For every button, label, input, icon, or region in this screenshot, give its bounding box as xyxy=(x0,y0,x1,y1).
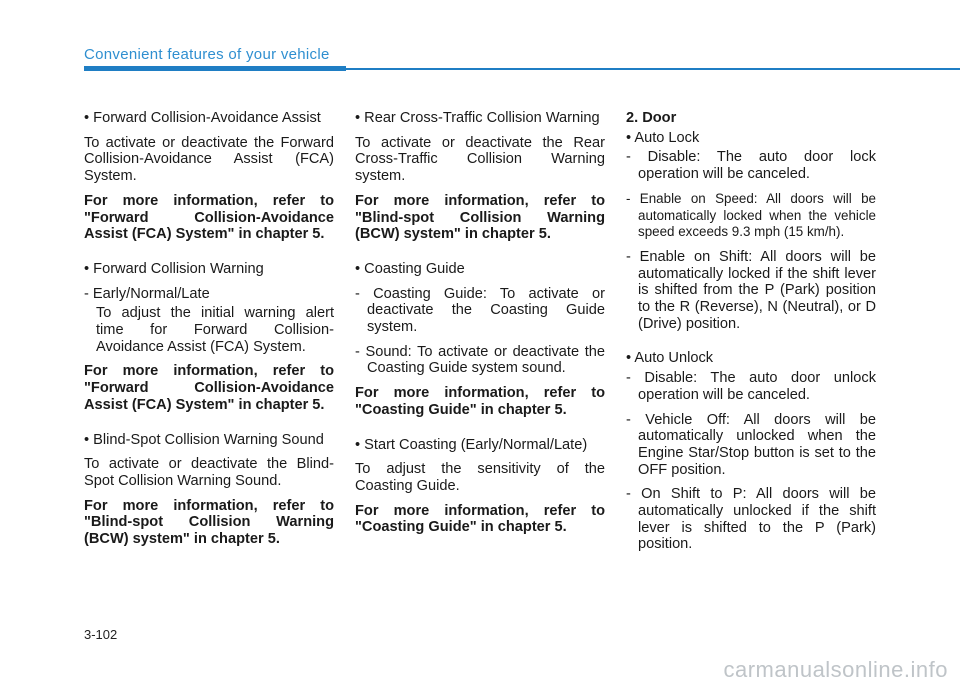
al-item-1: - Disable: The auto door lock operation will be canceled. xyxy=(626,149,876,183)
al-title: • Auto Lock xyxy=(626,129,700,146)
au-title: • Auto Unlock xyxy=(626,350,714,367)
fcw-item-desc: To adjust the initial warning alert time for Forward Collision-Avoidance Assist (FCA) System. xyxy=(96,305,334,355)
column-1 xyxy=(84,110,334,556)
door-heading: 2. Door xyxy=(626,110,677,126)
column-3 xyxy=(626,110,876,561)
au-item-1: - Disable: The auto door unlock operation will be canceled. xyxy=(626,370,876,403)
fcw-ref: For more information, refer to "Forward Collision-Avoidance Assist (FCA) System" in chapter 5. xyxy=(84,363,334,413)
bcw-ref: For more information, refer to "Blind-spot Collision Warning (BCW) system" in chapter 5. xyxy=(84,497,334,548)
al-item-2: - Enable on Speed: All doors will be automatically locked when the vehicle speed exceeds 9.3 mph (15 km/h). xyxy=(626,190,876,240)
column-2 xyxy=(355,110,605,544)
sc-ref: For more information, refer to "Coasting Guide" in chapter 5. xyxy=(355,502,605,536)
au-item-2: - Vehicle Off: All doors will be automatically unlocked when the Engine Star/Stop button is set to the OFF position. xyxy=(626,411,876,478)
bcw-title: • Blind-Spot Collision Warning Sound xyxy=(84,431,324,448)
rcw-desc: To activate or deactivate the Rear Cross-Traffic Collision Warning system. xyxy=(355,134,605,185)
sc-title: • Start Coasting (Early/Normal/Late) xyxy=(355,436,588,453)
fcw-item: - Early/Normal/Late xyxy=(84,285,210,302)
fca-desc: To activate or deactivate the Forward Collision-Avoidance Assist (FCA) System. xyxy=(84,134,334,185)
header-title: Convenient features of your vehicle xyxy=(84,46,330,63)
header-rule-long xyxy=(346,68,960,70)
au-item-3: - On Shift to P: All doors will be automatically unlocked if the shift lever is shifted to the P (Park) position. xyxy=(626,486,876,553)
page-number: 3-102 xyxy=(84,627,118,642)
watermark: carmanualsonline.info xyxy=(723,657,948,682)
cg-item-2: - Sound: To activate or deactivate the Coasting Guide system sound. xyxy=(355,343,605,377)
fca-ref: For more information, refer to "Forward Collision-Avoidance Assist (FCA) System" in chapter 5. xyxy=(84,192,334,243)
cg-item-1: - Coasting Guide: To activate or deactivate the Coasting Guide system. xyxy=(355,285,605,336)
cg-title: • Coasting Guide xyxy=(355,260,465,277)
fca-title: • Forward Collision-Avoidance Assist xyxy=(84,110,321,126)
cg-ref: For more information, refer to "Coasting Guide" in chapter 5. xyxy=(355,385,605,418)
al-item-3: - Enable on Shift: All doors will be automatically locked if the shift lever is shifted from the P (Park) position to the R (Reverse), N (Neutral), or D (Drive) position. xyxy=(626,248,876,332)
bcw-desc: To activate or deactivate the Blind-Spot Collision Warning Sound. xyxy=(84,456,334,489)
sc-desc: To adjust the sensitivity of the Coasting Guide. xyxy=(355,461,605,494)
fcw-title: • Forward Collision Warning xyxy=(84,260,264,277)
rcw-title: • Rear Cross-Traffic Collision Warning xyxy=(355,110,600,126)
rcw-ref: For more information, refer to "Blind-spot Collision Warning (BCW) system" in chapter 5. xyxy=(355,192,605,243)
header-rule-short xyxy=(84,66,346,71)
